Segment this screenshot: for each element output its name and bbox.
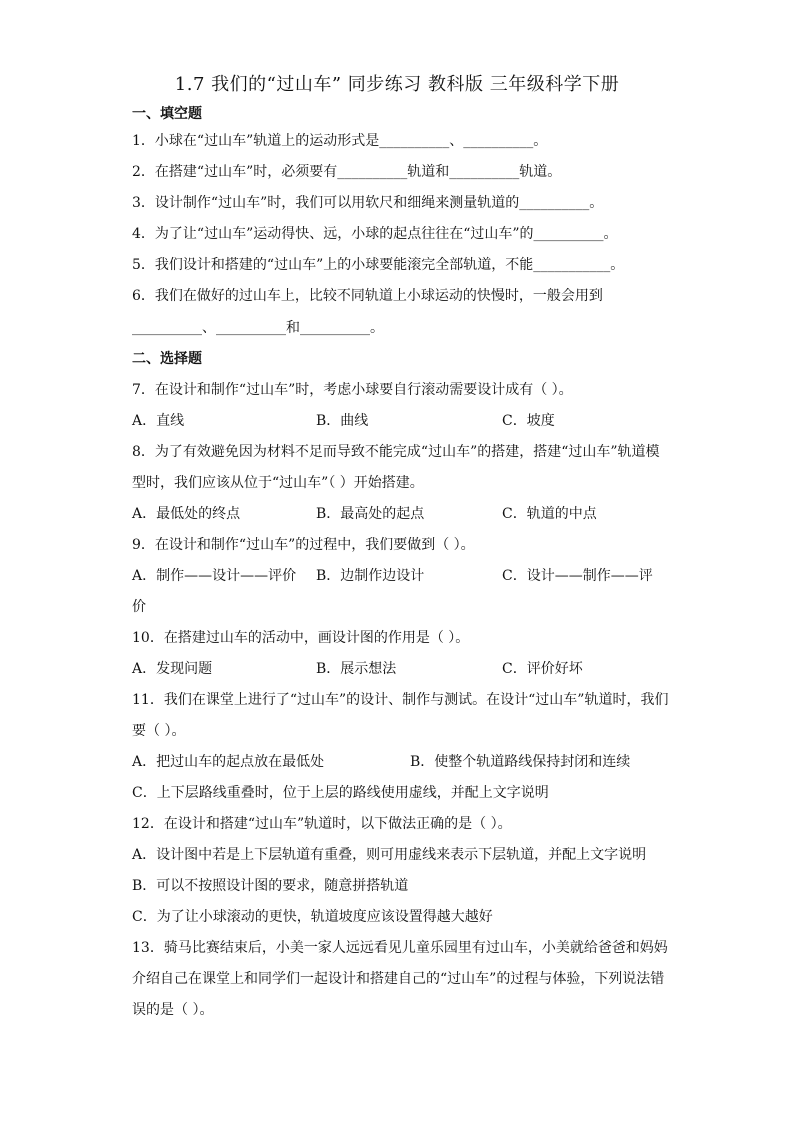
q9-option-b: B．边制作边设计	[316, 568, 425, 584]
question-1: 1．小球在“过山车”轨道上的运动形式是__________、__________。	[132, 133, 548, 149]
q8-option-c: C．轨道的中点	[502, 506, 597, 522]
q9-option-a: A．制作——设计——评价	[132, 568, 297, 584]
q8-option-a: A．最低处的终点	[132, 506, 241, 522]
question-13-line2: 介绍自己在课堂上和同学们一起设计和搭建自己的“过山车”的过程与体验，下列说法错	[132, 971, 665, 987]
question-6-line1: 6．我们在做好的过山车上，比较不同轨道上小球运动的快慢时，一般会用到	[132, 288, 603, 304]
question-11-line1: 11．我们在课堂上进行了“过山车”的设计、制作与测试。在设计“过山车”轨道时，我们	[132, 692, 669, 708]
q12-option-a: A．设计图中若是上下层轨道有重叠，则可用虚线来表示下层轨道，并配上文字说明	[132, 847, 647, 863]
q9-option-c: C．设计——制作——评	[502, 568, 653, 584]
q7-option-a: A．直线	[132, 413, 185, 429]
question-9: 9．在设计和制作“过山车”的过程中，我们要做到（ ）。	[132, 537, 475, 553]
question-2: 2．在搭建“过山车”时，必须要有__________轨道和__________轨道。	[132, 164, 562, 180]
q10-option-c: C．评价好坏	[502, 661, 583, 677]
question-4: 4．为了让“过山车”运动得快、远，小球的起点往往在“过山车”的__________。	[132, 226, 618, 242]
question-12: 12．在设计和搭建“过山车”轨道时，以下做法正确的是（ ）。	[132, 816, 512, 832]
question-10: 10．在搭建过山车的活动中，画设计图的作用是（ ）。	[132, 630, 470, 646]
question-8-line2: 型时，我们应该从位于“过山车”（ ）开始搭建。	[132, 475, 424, 491]
question-3: 3．设计制作“过山车”时，我们可以用软尺和细绳来测量轨道的__________。	[132, 195, 604, 211]
page-title: 1.7 我们的“过山车” 同步练习 教科版 三年级科学下册	[174, 74, 620, 95]
q11-option-c: C．上下层路线重叠时，位于上层的路线使用虚线，并配上文字说明	[132, 785, 549, 801]
question-5: 5．我们设计和搭建的“过山车”上的小球要能滚完全部轨道，不能___________。	[132, 257, 625, 273]
question-7: 7．在设计和制作“过山车”时，考虑小球要自行滚动需要设计成有（ ）。	[132, 382, 573, 398]
q12-option-b: B．可以不按照设计图的要求，随意拼搭轨道	[132, 878, 409, 894]
question-6-line2: __________、__________和__________。	[132, 320, 384, 336]
q9-option-c-wrap: 价	[132, 599, 146, 615]
section-multiple-choice: 二、选择题	[132, 351, 202, 367]
q10-option-b: B．展示想法	[316, 661, 397, 677]
q12-option-c: C．为了让小球滚动的更快，轨道坡度应该设置得越大越好	[132, 909, 493, 925]
section-fill-blank: 一、填空题	[132, 106, 202, 122]
question-13-line1: 13．骑马比赛结束后，小美一家人远远看见儿童乐园里有过山车，小美就给爸爸和妈妈	[132, 940, 668, 956]
question-8-line1: 8．为了有效避免因为材料不足而导致不能完成“过山车”的搭建，搭建“过山车”轨道模	[132, 444, 660, 460]
q10-option-a: A．发现问题	[132, 661, 213, 677]
q7-option-c: C．坡度	[502, 413, 555, 429]
q11-option-a: A．把过山车的起点放在最低处	[132, 754, 325, 770]
q11-option-b: B．使整个轨道路线保持封闭和连续	[410, 754, 631, 770]
q7-option-b: B．曲线	[316, 413, 369, 429]
question-13-line3: 误的是（ ）。	[132, 1002, 214, 1018]
question-11-line2: 要（ ）。	[132, 723, 186, 739]
q8-option-b: B．最高处的起点	[316, 506, 425, 522]
